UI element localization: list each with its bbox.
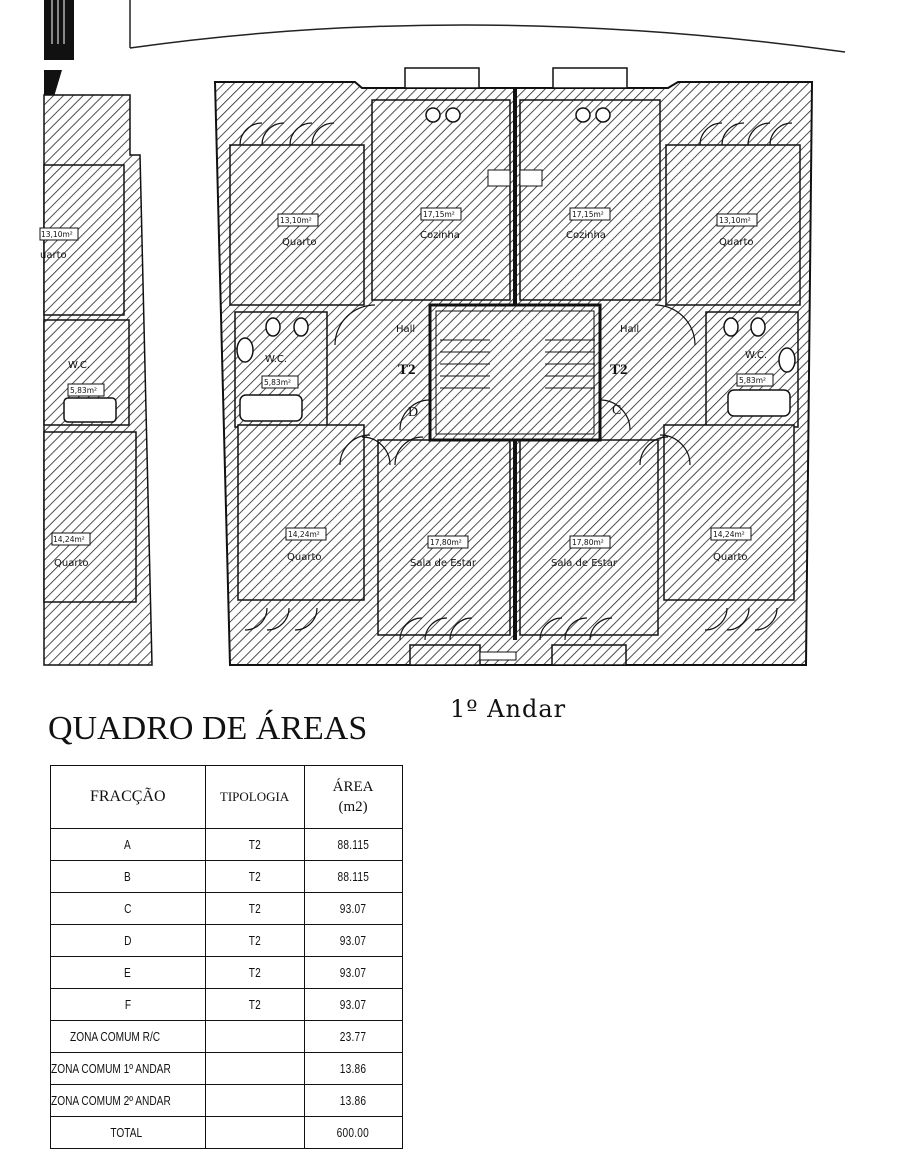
cell-area: 93.07 [304,893,402,925]
left-area-quarto-bottom: 14,24m² [53,535,85,544]
room-cozinha-right [520,100,660,300]
cell-tipologia [205,1085,304,1117]
label-wc-left: W.C. [265,354,288,365]
left-area-wc: 5,83m² [70,386,98,395]
area-wc-left: 5,83m² [264,378,292,387]
cell-tipologia: T2 [205,893,304,925]
cell-tipologia [205,1053,304,1085]
cell-area: 93.07 [304,957,402,989]
area-quarto-right-bottom: 14,24m² [713,530,745,539]
cell-area: 88.115 [304,829,402,861]
label-quarto-right-top: Quarto [719,237,754,248]
area-cozinha-right: 17,15m² [572,210,604,219]
cell-area: 13.86 [304,1053,402,1085]
cell-tipologia: T2 [205,925,304,957]
label-quarto-left-top: Quarto [282,237,317,248]
label-door-right: C [612,403,622,418]
table-row [51,1021,403,1053]
area-quarto-right-top: 13,10m² [719,216,751,225]
area-quarto-left-bottom: 14,24m² [288,530,320,539]
area-quarto-left-top: 13,10m² [280,216,312,225]
cell-fraccao: ZONA COMUM 1º ANDAR [51,1053,206,1085]
table-row [51,1085,403,1117]
left-area-quarto-top: 13,10m² [41,230,73,239]
cell-area: 88.115 [304,861,402,893]
cell-tipologia: T2 [205,989,304,1021]
cell-area: 600.00 [304,1117,402,1149]
areas-table [50,765,403,1149]
left-wc-label: W.C. [68,360,91,371]
header-area [304,766,402,829]
table-row [51,829,403,861]
label-cozinha-right: Cozinha [566,230,606,241]
cell-area: 93.07 [304,989,402,1021]
table-header-row [51,766,403,829]
cell-area: 13.86 [304,1085,402,1117]
area-wc-right: 5,83m² [739,376,767,385]
label-cozinha-left: Cozinha [420,230,460,241]
cell-fraccao: TOTAL [51,1117,206,1149]
label-sala-right: Sala de Estar [551,558,617,569]
cell-tipologia: T2 [205,957,304,989]
table-row [51,925,403,957]
header-fraccao: FRACÇÃO [51,766,206,829]
table-row [51,1053,403,1085]
label-hall-left: Hall [396,324,416,335]
room-cozinha-left [372,100,510,300]
road-curve [130,25,845,52]
stair-core [430,305,600,440]
svg-text:uarto: uarto [40,250,67,261]
left-quarto-label: Quarto [54,558,89,569]
label-sala-left: Sala de Estar [410,558,476,569]
cell-fraccao: E [51,957,206,989]
room-quarto-left-bottom [238,425,364,600]
cell-area: 93.07 [304,925,402,957]
header-tipologia: TIPOLOGIA [205,766,304,829]
label-typology-right: T2 [610,362,628,378]
left-partial-unit [40,95,152,665]
cell-fraccao: C [51,893,206,925]
cell-tipologia: T2 [205,829,304,861]
cell-area: 23.77 [304,1021,402,1053]
label-hall-right: Hall [620,324,640,335]
table-row [51,861,403,893]
header-area-line2: (m2) [338,799,368,815]
cell-fraccao: F [51,989,206,1021]
table-row [51,1117,403,1149]
label-quarto-left-bottom: Quarto [287,552,322,563]
cell-fraccao: B [51,861,206,893]
header-area-line1: ÁREA [332,779,374,795]
label-typology-left: T2 [398,362,416,378]
label-quarto-right-bottom: Quarto [713,552,748,563]
cell-fraccao: A [51,829,206,861]
cell-tipologia [205,1117,304,1149]
cell-tipologia [205,1021,304,1053]
table-row [51,989,403,1021]
cell-fraccao: D [51,925,206,957]
label-wc-right: W.C. [745,350,768,361]
cell-tipologia: T2 [205,861,304,893]
cell-fraccao: ZONA COMUM R/C [51,1021,206,1053]
room-quarto-right-bottom [664,425,794,600]
floor-title: 1º Andar [450,695,567,723]
area-sala-right: 17,80m² [572,538,604,547]
area-cozinha-left: 17,15m² [423,210,455,219]
table-title: QUADRO DE ÁREAS [48,710,368,747]
area-sala-left: 17,80m² [430,538,462,547]
label-door-left: D [408,405,419,420]
table-row [51,957,403,989]
left-pillar [44,0,74,60]
table-row [51,893,403,925]
cell-fraccao: ZONA COMUM 2º ANDAR [51,1085,206,1117]
